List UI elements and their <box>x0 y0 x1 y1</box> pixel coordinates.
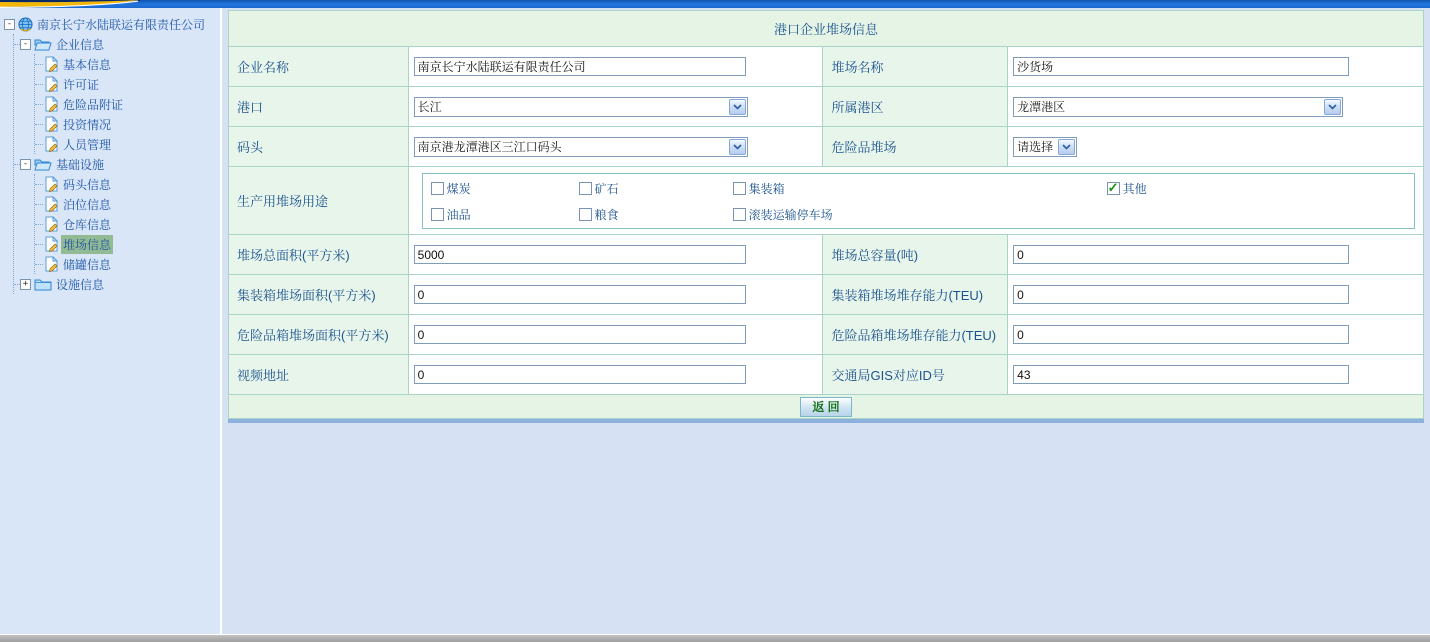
tree-branch-enterprise <box>34 54 218 154</box>
container-capacity-label: 集装箱堆场堆存能力(TEU) <box>823 275 1008 315</box>
expander-minus-icon[interactable]: - <box>4 19 15 30</box>
checkbox-coal[interactable] <box>431 182 444 195</box>
tree-connector <box>35 184 43 185</box>
total-area-label: 堆场总面积(平方米) <box>229 235 409 275</box>
checkbox-grain-label: 粮食 <box>594 208 619 222</box>
container-capacity-input[interactable] <box>1013 285 1349 304</box>
wharf-select-value: 南京港龙潭港区三江口码头 <box>417 140 562 154</box>
tree-connector <box>35 244 43 245</box>
total-area-input[interactable] <box>414 245 746 264</box>
dangerous-yard-select-value: 请选择 <box>1017 140 1054 154</box>
document-edit-icon <box>44 176 59 192</box>
document-edit-icon <box>44 216 59 232</box>
bottom-status-strip <box>0 634 1430 642</box>
checkbox-roro-parking[interactable] <box>733 208 746 221</box>
globe-icon <box>18 17 33 32</box>
checkbox-other[interactable] <box>1107 182 1120 195</box>
chevron-down-icon[interactable] <box>1058 139 1075 155</box>
company-name-label: 企业名称 <box>229 47 409 87</box>
navigation-tree <box>0 8 220 294</box>
checkbox-coal-label: 煤炭 <box>446 182 471 196</box>
sidebar-group-infrastructure[interactable] <box>14 154 218 174</box>
tree-connector <box>35 204 43 205</box>
document-edit-icon <box>44 56 59 72</box>
page-title: 港口企业堆场信息 <box>229 11 1424 47</box>
dangerous-area-input[interactable] <box>414 325 746 344</box>
main-content-panel <box>224 8 1430 634</box>
sidebar-item-tank-info[interactable] <box>35 254 218 274</box>
port-area-select-value: 龙潭港区 <box>1017 100 1066 114</box>
usage-option-other <box>1107 180 1414 197</box>
sidebar-item-label: 人员管理 <box>63 137 112 152</box>
sidebar-item-investment[interactable] <box>35 114 218 134</box>
top-banner-bar <box>0 0 1430 8</box>
sidebar-root-label: 南京长宁水陆联运有限责任公司 <box>37 17 206 32</box>
usage-checkbox-group <box>422 173 1415 229</box>
tree-connector <box>35 84 43 85</box>
document-edit-icon <box>44 196 59 212</box>
tree-connector <box>35 144 43 145</box>
yard-name-label: 堆场名称 <box>823 47 1008 87</box>
sidebar-item-yard-info[interactable] <box>35 234 218 254</box>
sidebar-item-label-selected: 堆场信息 <box>61 235 113 254</box>
sidebar-item-label: 基本信息 <box>63 57 112 72</box>
checkbox-container[interactable] <box>733 182 746 195</box>
container-area-input[interactable] <box>414 285 746 304</box>
document-edit-icon <box>44 256 59 272</box>
sidebar-group-enterprise-info[interactable] <box>14 34 218 54</box>
sidebar-item-label: 投资情况 <box>63 117 112 132</box>
document-edit-icon <box>44 116 59 132</box>
total-capacity-label: 堆场总容量(吨) <box>823 235 1008 275</box>
sidebar-item-dangerous-goods-cert[interactable] <box>35 94 218 114</box>
dangerous-yard-label: 危险品堆场 <box>823 127 1008 167</box>
tree-connector <box>35 124 43 125</box>
checkbox-oil-label: 油品 <box>446 208 471 222</box>
usage-option-container <box>733 180 1107 197</box>
check-icon: ✓ <box>1107 180 1119 195</box>
gold-swoosh-decoration <box>0 0 140 8</box>
button-row <box>229 395 1424 419</box>
port-select-value: 长江 <box>417 100 442 114</box>
document-edit-icon <box>44 96 59 112</box>
dangerous-yard-select[interactable] <box>1013 137 1077 157</box>
sidebar-item-basic-info[interactable] <box>35 54 218 74</box>
checkbox-grain[interactable] <box>579 208 592 221</box>
sidebar-root-company[interactable] <box>4 14 218 34</box>
checkbox-other-label: 其他 <box>1122 182 1147 196</box>
checkbox-ore-label: 矿石 <box>594 182 619 196</box>
folder-closed-icon <box>34 278 52 291</box>
document-edit-icon <box>44 236 59 252</box>
chevron-down-icon[interactable] <box>729 139 746 155</box>
usage-option-coal <box>431 180 579 197</box>
video-url-input[interactable] <box>414 365 746 384</box>
folder-open-icon <box>34 158 52 171</box>
sidebar-item-label: 许可证 <box>63 77 100 92</box>
form-bottom-shadow <box>228 419 1424 423</box>
checkbox-ore[interactable] <box>579 182 592 195</box>
wharf-select[interactable] <box>414 137 748 157</box>
chevron-down-icon[interactable] <box>729 99 746 115</box>
checkbox-oil[interactable] <box>431 208 444 221</box>
sidebar-group-label: 设施信息 <box>56 277 105 292</box>
back-button[interactable]: 返 回 <box>800 397 852 417</box>
tree-connector <box>35 64 43 65</box>
gis-id-label: 交通局GIS对应ID号 <box>823 355 1008 395</box>
video-url-label: 视频地址 <box>229 355 409 395</box>
folder-open-icon <box>34 38 52 51</box>
dangerous-capacity-input[interactable] <box>1013 325 1349 344</box>
document-edit-icon <box>44 76 59 92</box>
chevron-down-icon[interactable] <box>1324 99 1341 115</box>
dangerous-capacity-label: 危险品箱堆场堆存能力(TEU) <box>823 315 1008 355</box>
sidebar-item-personnel[interactable] <box>35 134 218 154</box>
expander-minus-icon[interactable]: - <box>20 39 31 50</box>
usage-option-grain <box>579 206 733 223</box>
port-label: 港口 <box>229 87 409 127</box>
sidebar-item-berth-info[interactable] <box>35 194 218 214</box>
port-area-select[interactable] <box>1013 97 1343 117</box>
sidebar-item-warehouse-info[interactable] <box>35 214 218 234</box>
container-area-label: 集装箱堆场面积(平方米) <box>229 275 409 315</box>
port-area-label: 所属港区 <box>823 87 1008 127</box>
yard-info-form <box>228 10 1424 419</box>
sidebar-group-label: 企业信息 <box>56 37 105 52</box>
sidebar-item-label: 仓库信息 <box>63 217 112 232</box>
sidebar-item-label: 危险品附证 <box>63 97 124 112</box>
port-select[interactable] <box>414 97 748 117</box>
tree-connector <box>35 264 43 265</box>
gis-id-input[interactable] <box>1013 365 1349 384</box>
usage-option-ore <box>579 180 733 197</box>
usage-option-roro-parking <box>733 206 1107 223</box>
sidebar-item-wharf-info[interactable] <box>35 174 218 194</box>
sidebar-item-label: 码头信息 <box>63 177 112 192</box>
sidebar-group-facility-info[interactable] <box>14 274 218 294</box>
company-name-input[interactable] <box>414 57 746 76</box>
tree-branch-infrastructure <box>34 174 218 274</box>
checkbox-container-label: 集装箱 <box>748 182 785 196</box>
document-edit-icon <box>44 136 59 152</box>
tree-connector <box>35 104 43 105</box>
total-capacity-input[interactable] <box>1013 245 1349 264</box>
usage-option-oil <box>431 206 579 223</box>
sidebar-item-label: 泊位信息 <box>63 197 112 212</box>
tree-connector <box>35 224 43 225</box>
tree-branch-root <box>13 34 218 294</box>
sidebar-tree-panel <box>0 8 222 634</box>
yard-name-input[interactable] <box>1013 57 1349 76</box>
expander-minus-icon[interactable]: - <box>20 159 31 170</box>
usage-label: 生产用堆场用途 <box>229 167 409 235</box>
sidebar-item-label: 储罐信息 <box>63 257 112 272</box>
expander-plus-icon[interactable]: + <box>20 279 31 290</box>
checkbox-roro-parking-label: 滚装运输停车场 <box>748 208 833 222</box>
wharf-label: 码头 <box>229 127 409 167</box>
sidebar-item-license[interactable] <box>35 74 218 94</box>
dangerous-area-label: 危险品箱堆场面积(平方米) <box>229 315 409 355</box>
sidebar-group-label: 基础设施 <box>56 157 105 172</box>
